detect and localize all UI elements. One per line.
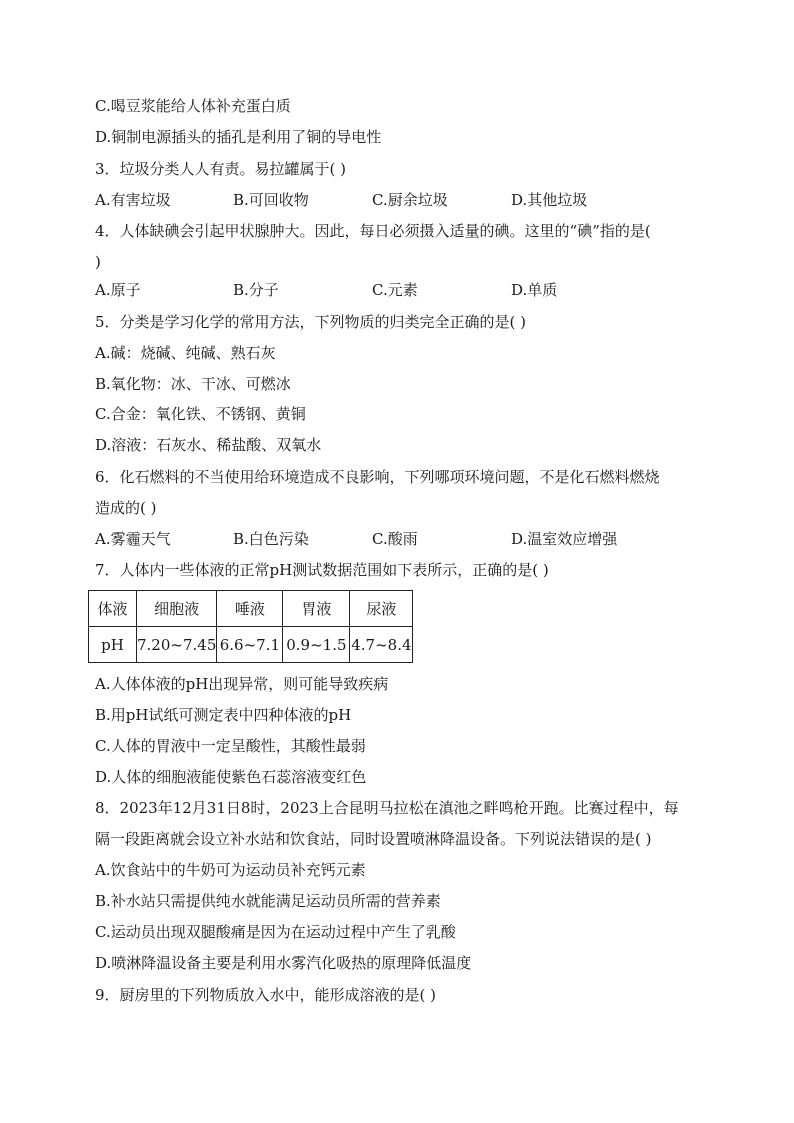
table-cell: 细胞液 (137, 591, 217, 627)
table-cell: 4.7~8.4 (350, 627, 413, 663)
option-b-q5: B.氧化物：冰、干冰、可燃冰 (95, 375, 291, 393)
option-c-q3: C.厨余垃圾 (372, 191, 448, 209)
ph-table (88, 590, 413, 663)
option-a-q3: A.有害垃圾 (95, 191, 171, 209)
table-row (89, 627, 413, 663)
table-cell: 7.20~7.45 (137, 627, 217, 663)
option-d-q5: D.溶液：石灰水、稀盐酸、双氧水 (95, 436, 322, 454)
option-a-q7: A.人体体液的pH出现异常，则可能导致疾病 (95, 675, 389, 693)
option-d-q3: D.其他垃圾 (511, 191, 588, 209)
question-4-cont: ) (95, 253, 101, 271)
option-d-q8: D.喷淋降温设备主要是利用水雾汽化吸热的原理降低温度 (95, 954, 472, 972)
option-a-q8: A.饮食站中的牛奶可为运动员补充钙元素 (95, 861, 366, 879)
question-8-cont: 隔一段距离就会设立补水站和饮食站，同时设置喷淋降温设备。下列说法错误的是( ) (95, 830, 652, 848)
table-cell: pH (89, 627, 137, 663)
table-cell: 6.6~7.1 (217, 627, 283, 663)
question-7: 7．人体内一些体液的正常pH测试数据范围如下表所示，正确的是( ) (95, 561, 549, 579)
option-a-q6: A.雾霾天气 (95, 530, 171, 548)
option-d-q7: D.人体的细胞液能使紫色石蕊溶液变红色 (95, 768, 367, 786)
option-b-q7: B.用pH试纸可测定表中四种体液的pH (95, 706, 352, 724)
table-cell: 体液 (89, 591, 137, 627)
question-6: 6．化石燃料的不当使用给环境造成不良影响，下列哪项环境问题，不是化石燃料燃烧 (95, 468, 660, 486)
table-cell: 尿液 (350, 591, 413, 627)
option-b-q4: B.分子 (233, 281, 279, 299)
option-c-q6: C.酸雨 (372, 530, 418, 548)
option-c-q2: C.喝豆浆能给人体补充蛋白质 (95, 97, 291, 115)
question-9: 9．厨房里的下列物质放入水中，能形成溶液的是( ) (95, 986, 437, 1004)
table-cell: 0.9~1.5 (283, 627, 350, 663)
option-a-q5: A.碱：烧碱、纯碱、熟石灰 (95, 344, 276, 362)
option-d-q2: D.铜制电源插头的插孔是利用了铜的导电性 (95, 128, 382, 146)
option-c-q7: C.人体的胃液中一定呈酸性，其酸性最弱 (95, 737, 366, 755)
option-d-q6: D.温室效应增强 (511, 530, 618, 548)
table-header-row (89, 591, 413, 627)
option-c-q4: C.元素 (372, 281, 418, 299)
question-5: 5．分类是学习化学的常用方法，下列物质的归类完全正确的是( ) (95, 313, 527, 331)
option-a-q4: A.原子 (95, 281, 141, 299)
question-6-cont: 造成的( ) (95, 499, 157, 517)
table-cell: 胃液 (283, 591, 350, 627)
option-b-q6: B.白色污染 (233, 530, 309, 548)
question-3: 3．垃圾分类人人有责。易拉罐属于( ) (95, 160, 347, 178)
table-cell: 唾液 (217, 591, 283, 627)
option-c-q8: C.运动员出现双腿酸痛是因为在运动过程中产生了乳酸 (95, 923, 456, 941)
option-b-q8: B.补水站只需提供纯水就能满足运动员所需的营养素 (95, 892, 441, 910)
question-4: 4．人体缺碘会引起甲状腺肿大。因此，每日必须摄入适量的碘。这里的“碘”指的是( (95, 222, 651, 240)
option-b-q3: B.可回收物 (233, 191, 309, 209)
option-c-q5: C.合金：氧化铁、不锈钢、黄铜 (95, 405, 306, 423)
question-8: 8．2023年12月31日8时，2023上合昆明马拉松在滇池之畔鸣枪开跑。比赛过程中，每 (95, 799, 679, 817)
option-d-q4: D.单质 (511, 281, 558, 299)
